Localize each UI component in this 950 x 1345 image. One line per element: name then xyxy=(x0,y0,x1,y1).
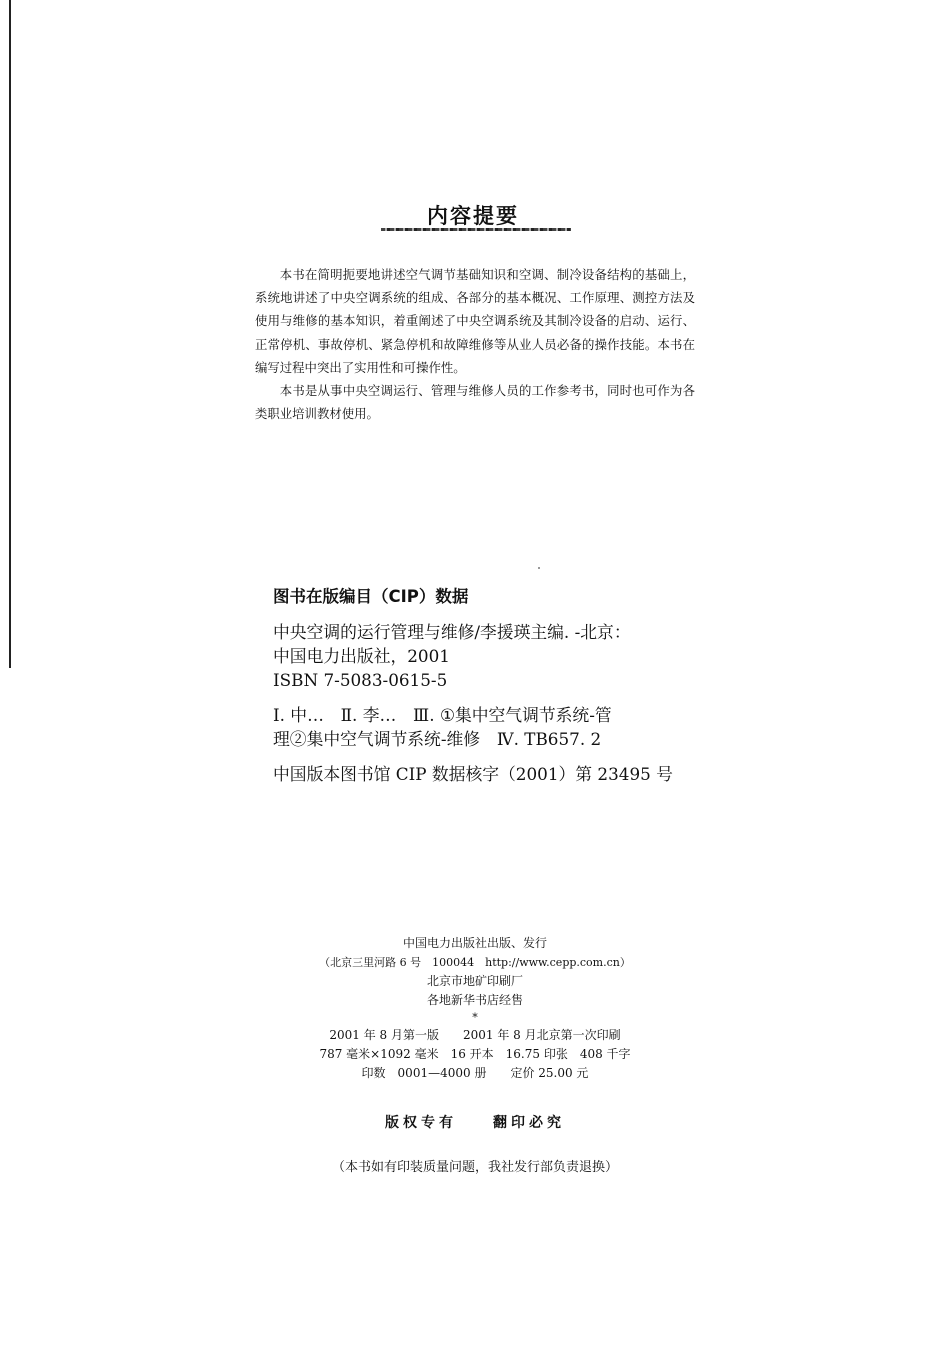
cip-heading: 图书在版编目（CIP）数据 xyxy=(273,587,469,606)
cip-title-line: 中央空调的运行管理与维修/李援瑛主编. -北京： xyxy=(273,622,631,642)
format-line: 787 毫米×1092 毫米 16 开本 16.75 印张 408 千字 xyxy=(319,1047,631,1061)
abstract-paragraph: 本书在简明扼要地讲述空气调节基础知识和空调、制冷设备结构的基础上，系统地讲述了中央空调系统的组成、各部分的基本概况、工作原理、测控方法及使用与维修的基本知识，着重阐述了中央空调系统及其制冷设备的启动、运行、正常停机、事故停机、紧急停机和故障维修等从业人员必备的操作技能。本书在编写过程中突出了实用性和可操作性。 xyxy=(255,267,695,375)
title-underline xyxy=(381,228,571,231)
cip-classification-line: 理②集中空气调节系统-维修 Ⅳ. TB657. 2 xyxy=(273,729,602,749)
cip-publisher-line: 中国电力出版社，2001 xyxy=(273,646,450,666)
return-notice: （本书如有印装质量问题，我社发行部负责退换） xyxy=(331,1160,618,1175)
scan-speck xyxy=(538,567,540,569)
abstract-section xyxy=(255,263,695,425)
address-line: （北京三里河路 6 号 100044 http://www.cepp.com.cn） xyxy=(319,956,631,969)
cip-isbn-line: ISBN 7-5083-0615-5 xyxy=(273,670,448,690)
abstract-paragraph: 本书是从事中央空调运行、管理与维修人员的工作参考书，同时也可作为各类职业培训教材使用。 xyxy=(255,383,695,422)
edition-line: 2001 年 8 月第一版 2001 年 8 月北京第一次印刷 xyxy=(329,1028,621,1042)
separator-star: * xyxy=(472,1011,478,1024)
publisher-line: 中国电力出版社出版、发行 xyxy=(402,936,547,950)
scan-edge-line xyxy=(9,0,11,668)
distributor-line: 各地新华书店经售 xyxy=(426,993,523,1007)
cip-classification-line: Ⅰ. 中… Ⅱ. 李… Ⅲ. ①集中空气调节系统-管 xyxy=(273,705,612,725)
publication-info xyxy=(250,934,700,1083)
printer-line: 北京市地矿印刷厂 xyxy=(426,974,523,988)
abstract-title: 内容提要 xyxy=(427,204,519,228)
cip-data-block xyxy=(273,620,713,786)
copyright-notice: 版权专有 翻印必究 xyxy=(385,1115,565,1131)
print-run-line: 印数 0001—4000 册 定价 25.00 元 xyxy=(361,1066,589,1080)
cip-record-number-line: 中国版本图书馆 CIP 数据核字（2001）第 23495 号 xyxy=(273,764,673,784)
